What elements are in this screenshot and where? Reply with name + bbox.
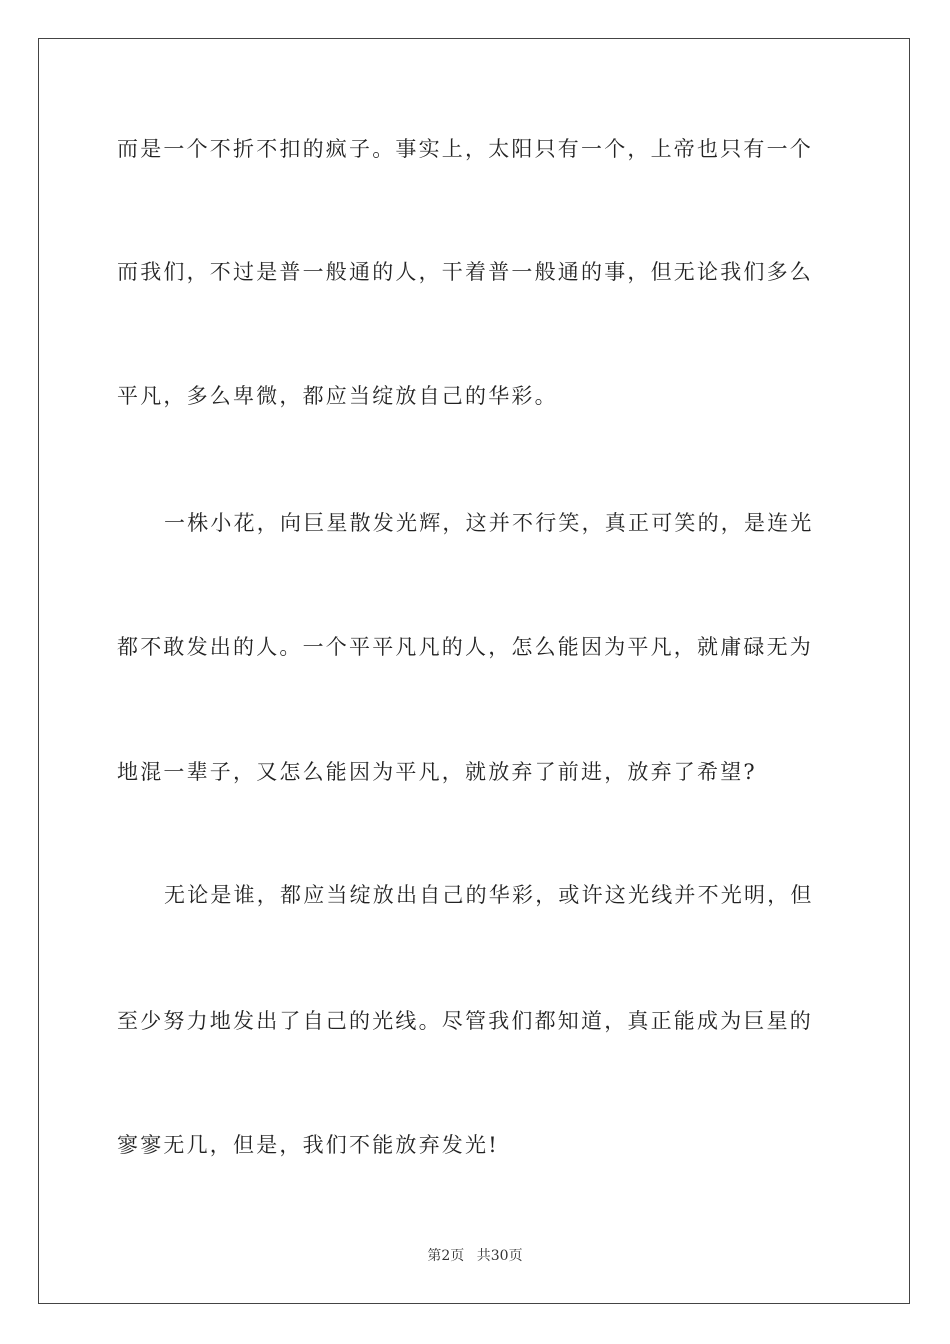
- text-line-4: 一株小花，向巨星散发光辉，这并不行笑，真正可笑的，是连光: [164, 511, 814, 535]
- text-line-1: 而是一个不折不扣的疯子。事实上，太阳只有一个，上帝也只有一个: [117, 137, 813, 161]
- page-frame: [38, 38, 910, 1304]
- page-footer: [0, 1245, 950, 1265]
- page-number: 第2页: [427, 1248, 465, 1264]
- text-line-7: 无论是谁，都应当绽放出自己的华彩，或许这光线并不光明，但: [164, 883, 814, 907]
- text-line-3: 平凡，多么卑微，都应当绽放自己的华彩。: [117, 384, 558, 408]
- text-line-5: 都不敢发出的人。一个平平凡凡的人，怎么能因为平凡，就庸碌无为: [117, 635, 813, 659]
- text-line-2: 而我们，不过是普一般通的人，干着普一般通的事，但无论我们多么: [117, 260, 813, 284]
- text-line-9: 寥寥无几，但是，我们不能放弃发光!: [117, 1133, 499, 1157]
- text-line-6: 地混一辈子，又怎么能因为平凡，就放弃了前进，放弃了希望?: [117, 760, 757, 784]
- text-line-8: 至少努力地发出了自己的光线。尽管我们都知道，真正能成为巨星的: [117, 1009, 813, 1033]
- page-total: 共30页: [476, 1248, 523, 1264]
